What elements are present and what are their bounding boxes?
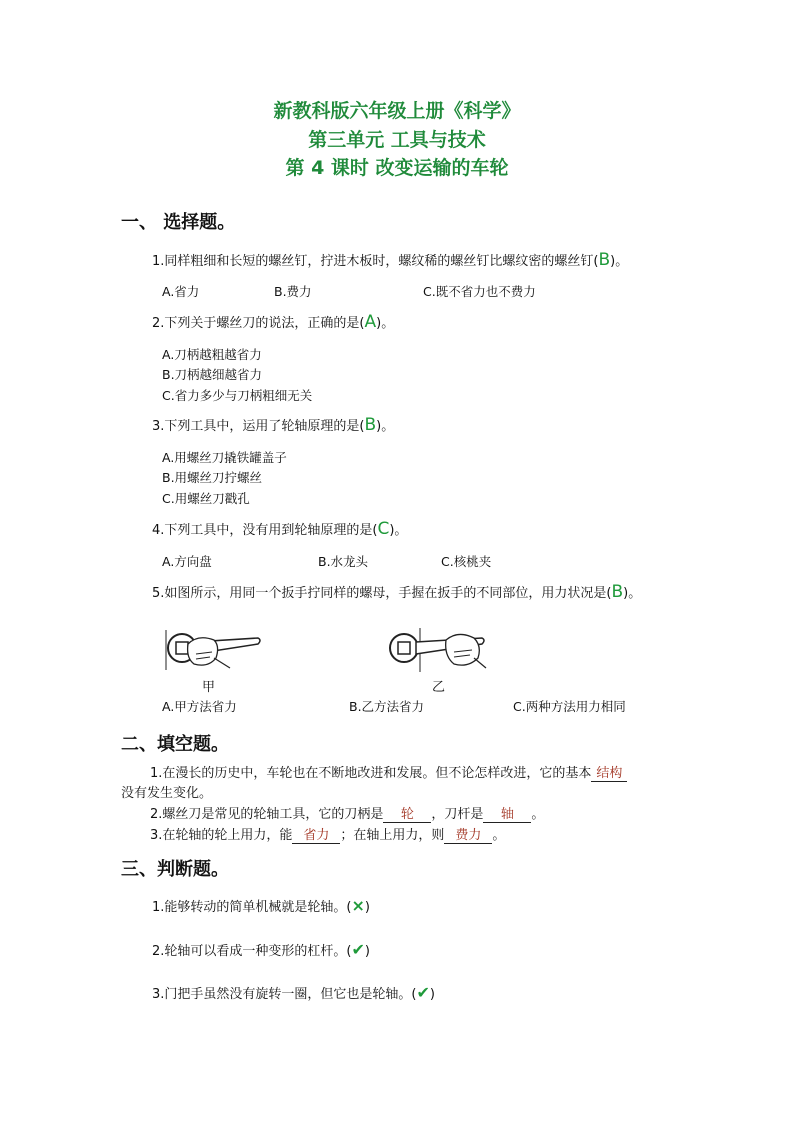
fill-blank: 结构 [591,766,627,782]
question-text: 4.下列工具中，没有用到轮轴原理的是( [152,523,378,538]
fill-question-1 [150,762,627,782]
judge-question-1: 1.能够转动的简单机械就是轮轴。(×) [152,896,370,915]
section-fill-title: 二、填空题。 [121,734,229,755]
question-1: 1.同样粗细和长短的螺丝钉，拧进木板时，螺纹稀的螺丝钉比螺纹密的螺丝钉(B)。 [152,250,629,270]
question-text: 1.在漫长的历史中，车轮也在不断地改进和发展。但不论怎样改进，它的基本 [150,766,592,781]
answer: C [377,519,390,539]
option: C.用螺丝刀戳孔 [162,491,250,506]
lesson-title: 第 4 课时 改变运输的车轮 [285,157,509,179]
section-judge-title: 三、判断题。 [121,859,229,880]
question-3: 3.下列工具中，运用了轮轴原理的是(B)。 [152,415,395,435]
question-text: 1.能够转动的简单机械就是轮轴。( [152,900,352,915]
unit-title: 第三单元 工具与技术 [308,129,486,151]
question-text: 3.下列工具中，运用了轮轴原理的是( [152,419,365,434]
cross-icon: × [351,896,365,915]
option: B.费力 [274,284,312,299]
wrench-figure-b [386,624,490,676]
option: A.省力 [162,284,200,299]
question-5: 5.如图所示，用同一个扳手拧同样的螺母，手握在扳手的不同部位，用力状况是(B)。 [152,582,642,602]
fill-question-1-cont: 没有发生变化。 [121,786,213,801]
figure-label-a: 甲 [202,680,216,695]
option: A.甲方法省力 [162,699,237,714]
fill-blank: 费力 [444,828,492,844]
option: A.刀柄越粗越省力 [162,347,262,362]
fill-blank: 轴 [483,807,531,823]
judge-question-2: 2.轮轴可以看成一种变形的杠杆。(✔) [152,940,370,959]
question-text: 3.在轮轴的轮上用力，能 [150,828,293,843]
option: B.刀柄越细越省力 [162,367,263,382]
fill-blank: 省力 [292,828,340,844]
question-text: 1.同样粗细和长短的螺丝钉，拧进木板时，螺纹稀的螺丝钉比螺纹密的螺丝钉( [152,254,599,269]
answer: A [364,312,377,332]
option: B.水龙头 [318,554,369,569]
check-icon: ✔ [416,983,430,1002]
figure-label-b: 乙 [432,680,446,695]
question-text: 2.下列关于螺丝刀的说法，正确的是( [152,316,365,331]
section-choice-title: 一、 选择题。 [121,212,236,233]
page-title: 新教科版六年级上册《科学》 [273,100,521,122]
check-icon: ✔ [351,940,365,959]
option: A.用螺丝刀撬铁罐盖子 [162,450,287,465]
option: B.乙方法省力 [349,699,425,714]
answer: B [598,250,611,270]
wrench-figure-a [158,624,262,676]
option: C.既不省力也不费力 [423,284,536,299]
option: C.两种方法用力相同 [513,699,626,714]
fill-blank: 轮 [383,807,431,823]
judge-question-3: 3.门把手虽然没有旋转一圈，但它也是轮轴。(✔) [152,983,435,1002]
question-text: 3.门把手虽然没有旋转一圈，但它也是轮轴。( [152,987,417,1002]
question-text: 5.如图所示，用同一个扳手拧同样的螺母，手握在扳手的不同部位，用力状况是( [152,586,612,601]
answer: B [611,582,624,602]
option: A.方向盘 [162,554,212,569]
question-4: 4.下列工具中，没有用到轮轴原理的是(C)。 [152,519,408,539]
option: C.核桃夹 [441,554,492,569]
option: C.省力多少与刀柄粗细无关 [162,388,313,403]
question-text: 2.螺丝刀是常见的轮轴工具，它的刀柄是 [150,807,384,822]
fill-question-3: 3.在轮轴的轮上用力，能 省力 ；在轴上用力，则 费力 。 [150,828,506,843]
question-text: 2.轮轴可以看成一种变形的杠杆。( [152,944,352,959]
option: B.用螺丝刀拧螺丝 [162,470,263,485]
fill-question-2: 2.螺丝刀是常见的轮轴工具，它的刀柄是 轮 ，刀杆是 轴 。 [150,807,545,822]
question-2: 2.下列关于螺丝刀的说法，正确的是(A)。 [152,312,395,332]
answer: B [364,415,377,435]
